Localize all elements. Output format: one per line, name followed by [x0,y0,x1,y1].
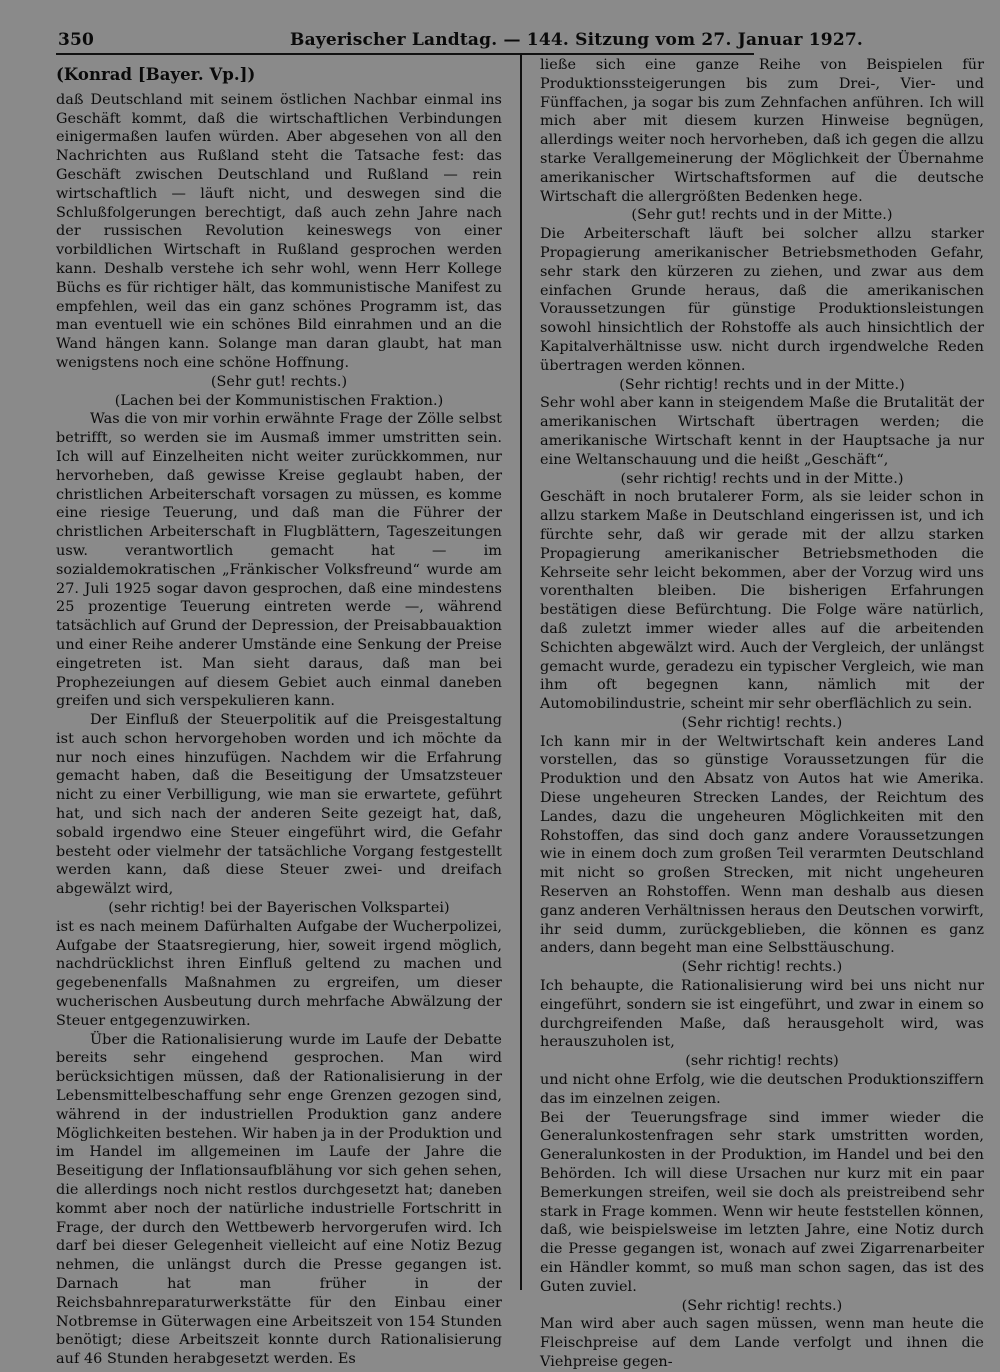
interjection: (Sehr richtig! rechts.) [681,714,843,731]
page-header [58,30,863,52]
running-title: Bayerischer Landtag. — 144. Sitzung vom 27. Januar 1927. [290,30,863,50]
paragraph: Geschäft in noch brutalerer Form, als sie leider schon in allzu starkem Maße in Deutschland eingerissen ist, und ich fürchte sehr, daß wir gerade mit der allzu starken Propagierung amerikanischer Betriebsmethoden die Kehrseite sehr leicht bekommen, aber der Vorzug wird uns vorenthalten bleiben. Die bisherigen Erfahrungen bestätigen diese Befürchtung. Die Folge wäre natürlich, daß zuletzt immer wieder alles auf die arbeitenden Schichten abgewälzt wird. Auch der Vergleich, der unlängst gemacht wurde, geradezu ein typischer Vergleich, wie man ihm oft begegnen kann, nämlich mit der Automobilindustrie, scheint mir sehr oberflächlich zu sein. [540,489,984,713]
paragraph: Ich behaupte, die Rationalisierung wird bei uns nicht nur eingeführt, sondern sie ist eingeführt, und zwar in einem so durchgreifenden Maße, daß herausgeholt wird, was herauszuholen ist, [540,978,984,1051]
interjection: (Sehr gut! rechts.) [210,373,348,390]
interjection: (sehr richtig! bei der Bayerischen Volkspartei) [108,900,450,917]
paragraph: Man wird aber auch sagen müssen, wenn man heute die Fleischpreise auf dem Lande verfolgt und ihnen die Viehpreise gegen- [540,1316,984,1370]
paragraph: und nicht ohne Erfolg, wie die deutschen Produktionsziffern das im einzelnen zeigen. [540,1072,984,1107]
paragraph: Was die von mir vorhin erwähnte Frage der Zölle selbst betrifft, so werden sie im Ausmaß immer umstritten sein. Ich will auf Einzelheiten nicht weiter zurückkommen, nur hervorheben, daß gewisse Kreise geglaubt haben, der christlichen Arbeiterschaft vorsagen zu müssen, es komme eine riesige Teuerung, und daß man die Führer der christlichen Arbeiterschaft in Flugblättern, Tageszeitungen usw. verantwortlich gemacht hat — im sozialdemokratischen „Fränkischer Volksfreund“ wurde am 27. Juli 1925 sogar davon gesprochen, daß eine mindestens 25 prozentige Teuerung eintreten werde —, während tatsächlich auf Grund der Depression, der Preisabbauaktion und einer Reihe anderer Umstände eine Senkung der Preise eingetreten ist. Man sieht daraus, daß man bei Prophezeiungen auf diesem Gebiet auch einmal daneben greifen und sich verspekulieren kann. [56,411,502,710]
interjection: (Lachen bei der Kommunistischen Fraktion.) [114,392,444,409]
interjection: (Sehr richtig! rechts und in der Mitte.) [619,376,905,393]
paragraph: Der Einfluß der Steuerpolitik auf die Preisgestaltung ist auch schon hervorgehoben worden und ich möchte da nur noch eines hinzufügen. Nachdem wir die Erfahrung gemacht haben, daß die Beseitigung der Umsatzsteuer nicht zu einer Verbilligung, wie man sie erwartete, geführt hat, und sich nach der anderen Seite gezeigt hat, daß, sobald irgendwo eine Steuer eingeführt wird, die Gefahr besteht oder vielmehr der tatsächliche Vorgang festgestellt werden kann, daß diese Steuer zwei- und dreifach abgewälzt wird, [56,712,502,898]
paragraph: Bei der Teuerungsfrage sind immer wieder die Generalunkostenfragen sehr stark umstritten worden, Generalunkosten in der Produktion, im Handel und bei den Behörden. Ich will diese Ursachen nur kurz mit ein paar Bemerkungen streifen, weil sie doch als preistreibend sehr stark in Frage kommen. Wenn wir heute feststellen können, daß, wie beispielsweise im letzten Jahre, eine Notiz durch die Presse gegangen ist, wonach auf zwei Zigarrenarbeiter ein Händler kommt, so muß man schon sagen, das ist des Guten zuviel. [540,1109,984,1295]
paragraph: ließe sich eine ganze Reihe von Beispielen für Produktionssteigerungen bis zum Drei-, Vier- und Fünffachen, ja sogar bis zum Zehnfachen anführen. Ich will mich aber mit diesem kurzen Hinweise begnügen, allerdings weiter noch hervorheben, daß ich gegen die allzu starke Verallgemeinerung der Möglichkeit der Übernahme amerikanischer Wirtschaftsformen auf die deutsche Wirtschaft die allergrößten Bedenken hege. [540,57,984,205]
interjection: (sehr richtig! rechts und in der Mitte.) [620,470,904,487]
left-column [56,60,502,1369]
paragraph: Die Arbeiterschaft läuft bei solcher allzu starker Propagierung amerikanischer Betriebsmethoden Gefahr, sehr stark den kürzeren zu ziehen, und zwar aus dem einfachen Grunde heraus, daß die amerikanischen Voraussetzungen für günstige Produktionsleistungen sowohl hinsichtlich der Rohstoffe als auch hinsichtlich der Kapitalverhältnisse usw. nicht durch irgendwelche Reden übertragen werden können. [540,226,984,374]
column-divider [520,55,522,1290]
paragraph: daß Deutschland mit seinem östlichen Nachbar einmal ins Geschäft kommt, daß die wirtschaftlichen Verbindungen einigermaßen laufen würden. Aber abgesehen von all den Nachrichten aus Rußland steht die Tatsache fest: das Geschäft zwischen Deutschland und Rußland — rein wirtschaftlich — läuft nicht, und deswegen sind die Schlußfolgerungen berechtigt, daß auch zehn Jahre nach der russischen Revolution keineswegs von einer vorbildlichen Wirtschaft in Rußland gesprochen werden kann. Deshalb verstehe ich sehr wohl, wenn Herr Kollege Büchs es für richtiger hält, das kommunistische Manifest zu empfehlen, weil das ein ganz schönes Programm ist, das man eventuell wie ein schönes Bild einrahmen und an die Wand hängen kann. Solange man daran glaubt, hat man wenigstens noch eine schöne Hoffnung. [56,91,502,371]
paragraph: ist es nach meinem Dafürhalten Aufgabe der Wucherpolizei, Aufgabe der Staatsregierung, hier, soweit irgend möglich, nachdrücklichst ihren Einfluß geltend zu machen und gegebenenfalls Maßnahmen zu ergreifen, um dieser wucherischen Ausbeutung durch mehrfache Abwälzung der Steuer entgegenzuwirken. [56,918,502,1029]
header-rule [56,53,754,55]
interjection: (Sehr gut! rechts und in der Mitte.) [631,207,893,224]
interjection: (sehr richtig! rechts) [685,1053,839,1070]
paragraph: Über die Rationalisierung wurde im Laufe der Debatte bereits sehr eingehend gesprochen. Man wird berücksichtigen müssen, daß der Rationalisierung in der Lebensmittelbeschaffung sehr enge Grenzen gezogen sind, während in der industriellen Produktion ganz andere Möglichkeiten bestehen. Wir haben ja in der Produktion und im Handel im allgemeinen im Laufe der Jahre die Beseitigung der Inflationsaufblähung vor sich gehen sehen, die allerdings noch nicht restlos durchgesetzt hat; daneben kommt aber noch der natürliche industrielle Fortschritt in Frage, der durch den Wettbewerb hervorgerufen wird. Ich darf bei dieser Gelegenheit vielleicht auf eine Notiz Bezug nehmen, die unlängst durch die Presse gegangen ist. Darnach hat man früher in der Reichsbahnreparaturwerkstätte für den Einbau einer Notbremse in Güterwagen eine Arbeitszeit von 154 Stunden benötigt; diese Arbeitszeit konnte durch Rationalisierung auf 46 Stunden herabgesetzt werden. Es [56,1031,502,1368]
interjection: (Sehr richtig! rechts.) [681,1297,843,1314]
speaker-label: (Konrad [Bayer. Vp.]) [56,65,256,84]
interjection: (Sehr richtig! rechts.) [681,959,843,976]
page-number: 350 [58,30,95,50]
paragraph: Sehr wohl aber kann in steigendem Maße die Brutalität der amerikanischen Wirtschaft übertragen werden; die amerikanische Wirtschaft kennt in der Hauptsache ja nur eine Weltanschauung und die heißt „Geschäft“, [540,395,984,468]
paragraph: Ich kann mir in der Weltwirtschaft kein anderes Land vorstellen, das so günstige Voraussetzungen für die Produktion und den Absatz von Autos hat wie Amerika. Diese ungeheuren Strecken Landes, der Reichtum des Landes, dazu die ungeheuren Möglichkeiten mit den Rohstoffen, das sind doch ganz andere Voraussetzungen wie in einem doch zum großen Teil verarmten Deutschland mit nicht so großen Strecken, mit nicht ungeheuren Reserven an Rohstoffen. Wenn man deshalb aus diesen ganz anderen Verhältnissen heraus den Deutschen vorwirft, ihr seid dumm, zurückgeblieben, die können es ganz anders, dann begeht man eine Selbsttäuschung. [540,733,984,957]
right-column [540,56,984,1372]
